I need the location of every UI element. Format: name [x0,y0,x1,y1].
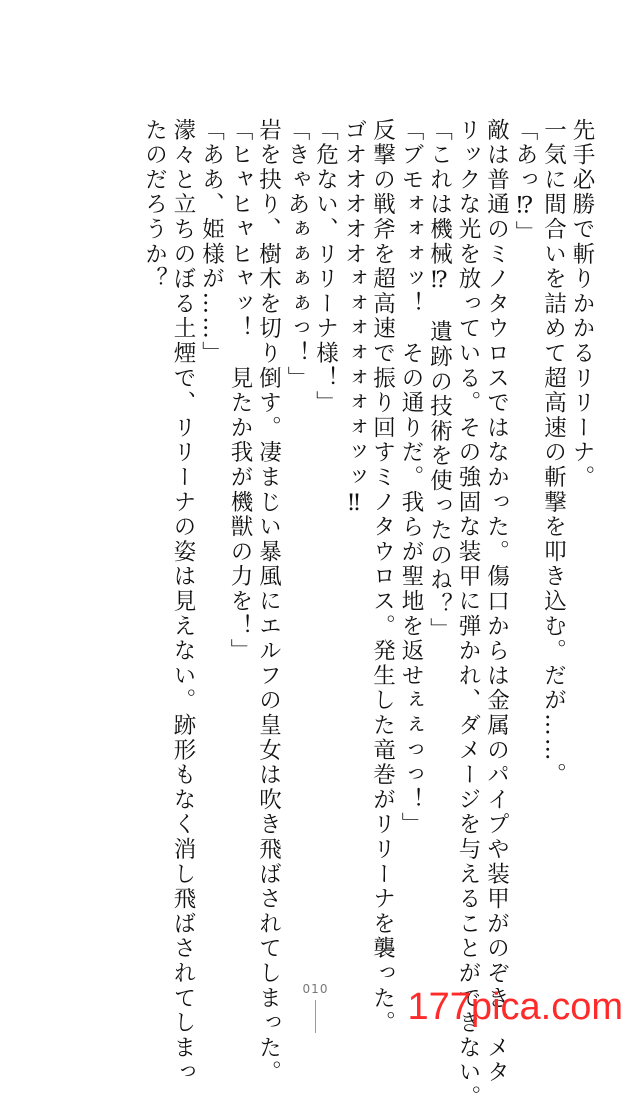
text-line: ゴオオオオオォォォォォォォッッ‼ [341,118,367,519]
page-number-rule [315,1000,316,1033]
text-line: 岩を抉り、樹木を切り倒す。凄まじい暴風にエルフの皇女は吹き飛ばされてしまった。 [255,118,282,1086]
text-line: 「ああ、姫様が……」 [198,118,225,366]
watermark-logo: 177pica.com [407,986,623,1028]
text-line: 「きゃあぁぁぁぁっ！」 [284,118,310,391]
text-line: 濛々と立ちのぼる土煙で、リリーナの姿は見えない。跡形もなく消し飛ばされてしまっ [170,118,196,1086]
text-line: 一気に間合いを詰めて超高速の斬撃を叩き込む。だが……。 [540,118,567,788]
text-line: 「危ない、リリーナ様！」 [312,118,339,416]
text-line: たのだろうか？ [141,118,168,292]
text-line: 敵は普通のミノタウロスではなかった。傷口からは金属のパイプや装甲がのぞき、メタ [483,118,510,1086]
text-line: 「ヒャヒャヒャッ！ 見たか我が機獣の力を！」 [227,118,253,664]
page-number: 010 [302,982,329,996]
text-line: 先手必勝で斬りかかるリリーナ。 [569,118,595,490]
text-line: 「ブモォォォッ！ その通りだ。我らが聖地を返せぇぇっっ！」 [398,118,424,838]
text-line: リックな光を放っている。その強固な装甲に弾かれ、ダメージを与えることができない。 [455,118,481,1110]
text-line: 「これは機械⁉ 遺跡の技術を使ったのね？」 [426,118,453,643]
text-line: 反撃の戦斧を超高速で振り回すミノタウロス。発生した竜巻がリリーナを襲った。 [369,118,396,1036]
text-line: 「あっ⁉」 [512,118,538,246]
